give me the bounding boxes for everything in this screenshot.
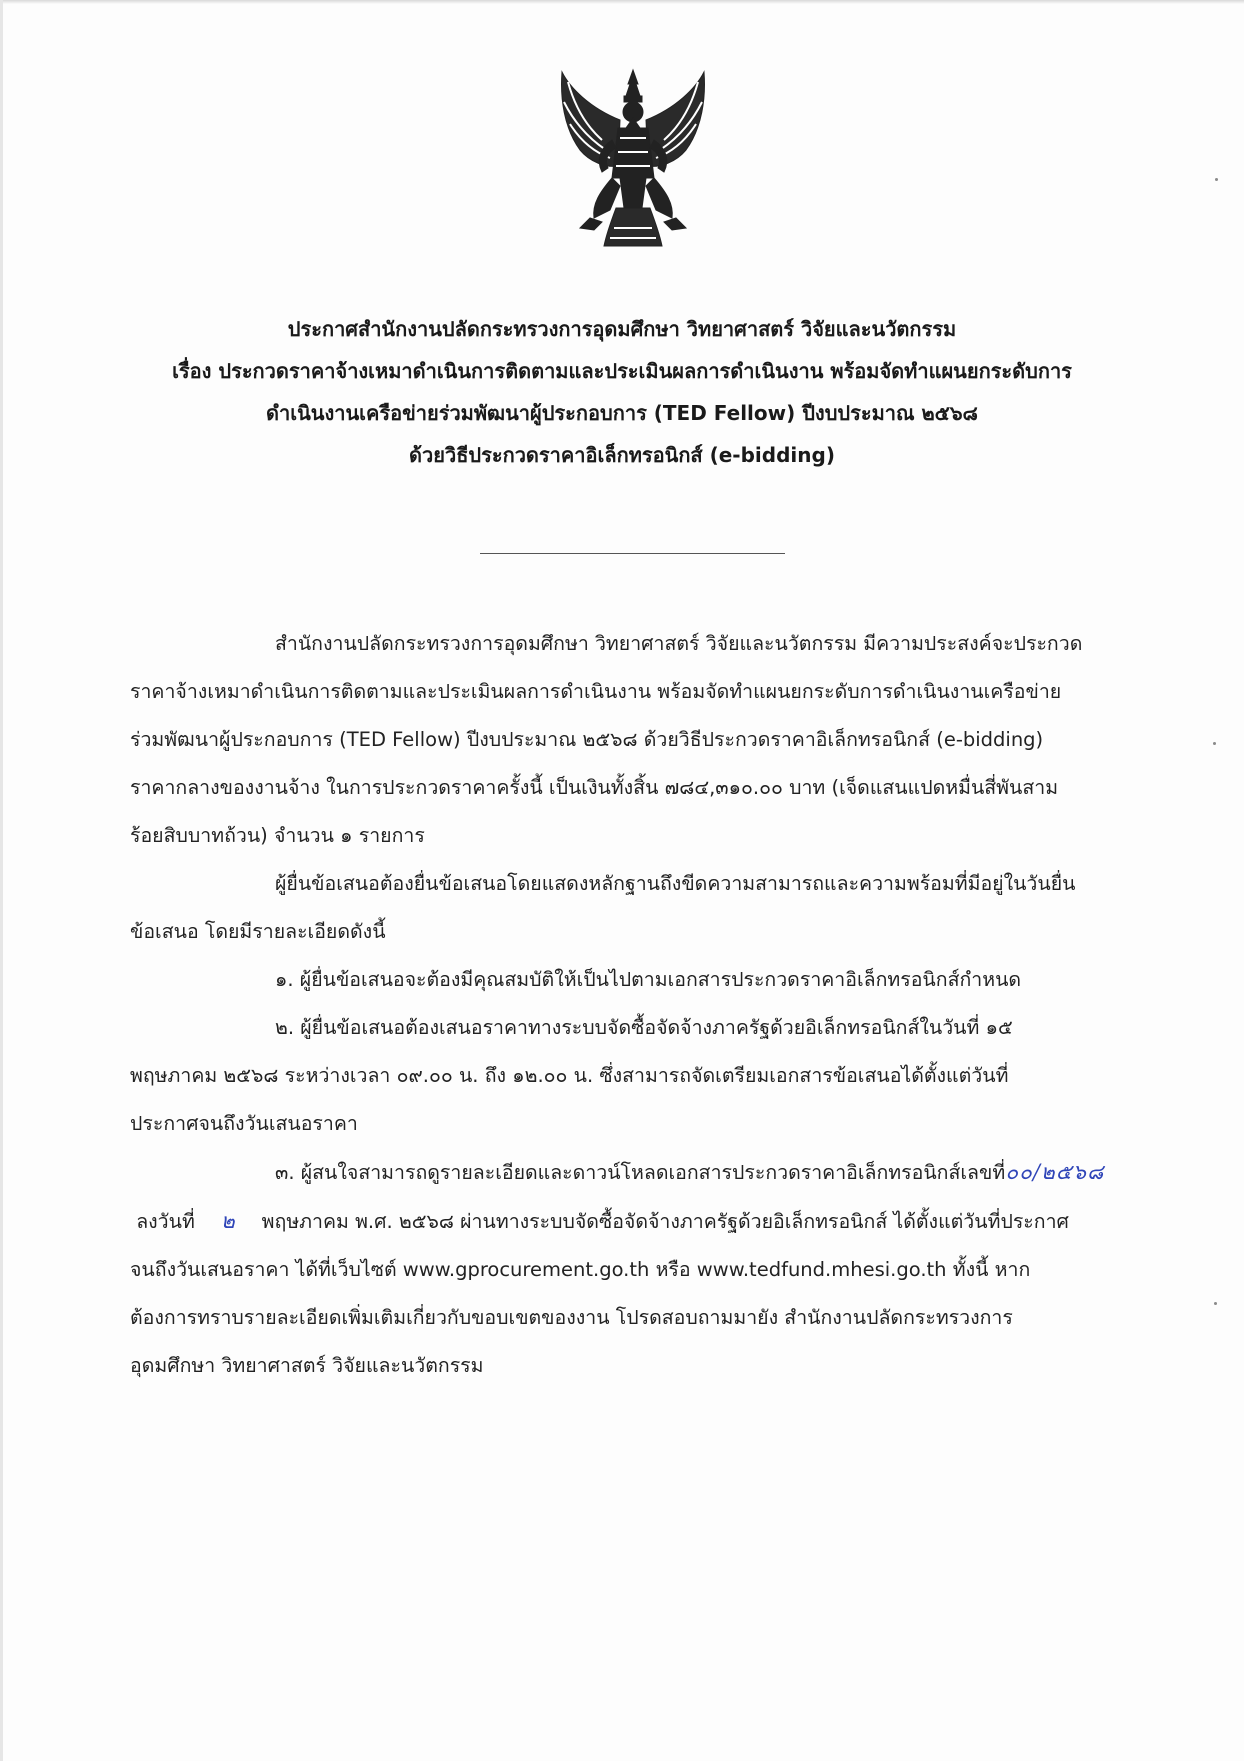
scan-speck: [1214, 1302, 1217, 1305]
paragraph-1-line-2: ราคาจ้างเหมาดำเนินการติดตามและประเมินผลการดำเนินงาน พร้อมจัดทำแผนยกระดับการดำเนินงานเครือข่าย: [130, 680, 1062, 703]
handwritten-document-number: ๐๐/๒๕๖๘: [1005, 1160, 1105, 1184]
item-2-line-3: ประกาศจนถึงวันเสนอราคา: [130, 1112, 358, 1135]
heading-line-3: ดำเนินงานเครือข่ายร่วมพัฒนาผู้ประกอบการ (TED Fellow) ปีงบประมาณ ๒๕๖๘: [266, 401, 978, 425]
scan-speck: [1213, 742, 1216, 745]
scan-speck: [1215, 178, 1218, 181]
garuda-emblem: [550, 68, 716, 248]
heading-divider: [480, 553, 785, 554]
item-1: ๑. ผู้ยื่นข้อเสนอจะต้องมีคุณสมบัติให้เป็นไปตามเอกสารประกวดราคาอิเล็กทรอนิกส์กำหนด: [275, 968, 1022, 991]
item-3-line-2: [130, 1197, 1135, 1246]
paragraph-1-line-4: ราคากลางของงานจ้าง ในการประกวดราคาครั้งนี้ เป็นเงินทั้งสิ้น ๗๘๔,๓๑๐.๐๐ บาท (เจ็ดแสนแปดหมื่นสี่พันสาม: [130, 776, 1059, 799]
heading-line-1: ประกาศสำนักงานปลัดกระทรวงการอุดมศึกษา วิทยาศาสตร์ วิจัยและนวัตกรรม: [287, 317, 957, 341]
item-3-line-3: จนถึงวันเสนอราคา ได้ที่เว็บไซต์ www.gprocurement.go.th หรือ www.tedfund.mhesi.go.th ทั้งนี้ หาก: [130, 1258, 1031, 1281]
handwritten-day: ๒: [220, 1209, 236, 1233]
paragraph-1-line-3: ร่วมพัฒนาผู้ประกอบการ (TED Fellow) ปีงบประมาณ ๒๕๖๘ ด้วยวิธีประกวดราคาอิเล็กทรอนิกส์ (e-bidding): [130, 728, 1044, 751]
item-2-line-2: พฤษภาคม ๒๕๖๘ ระหว่างเวลา ๐๙.๐๐ น. ถึง ๑๒.๐๐ น. ซึ่งสามารถจัดเตรียมเอกสารข้อเสนอได้ตั้งแต่วันที่: [130, 1064, 1009, 1087]
heading-line-2: เรื่อง ประกวดราคาจ้างเหมาดำเนินการติดตามและประเมินผลการดำเนินงาน พร้อมจัดทำแผนยกระดับการ: [172, 359, 1072, 383]
heading-line-4: ด้วยวิธีประกวดราคาอิเล็กทรอนิกส์ (e-bidding): [409, 443, 835, 467]
paragraph-2-line-2: ข้อเสนอ โดยมีรายละเอียดดังนี้: [130, 920, 386, 943]
date-label: ลงวันที่: [136, 1210, 195, 1233]
item-3-line-1: [130, 1148, 1135, 1197]
item-2-line-1: ๒. ผู้ยื่นข้อเสนอต้องเสนอราคาทางระบบจัดซื้อจัดจ้างภาครัฐด้วยอิเล็กทรอนิกส์ในวันที่ ๑๕: [275, 1016, 1013, 1039]
item-3-text: ๓. ผู้สนใจสามารถดูรายละเอียดและดาวน์โหลดเอกสารประกวดราคาอิเล็กทรอนิกส์เลขที่: [275, 1161, 1006, 1184]
date-rest: พฤษภาคม พ.ศ. ๒๕๖๘ ผ่านทางระบบจัดซื้อจัดจ้างภาครัฐด้วยอิเล็กทรอนิกส์ ได้ตั้งแต่วันที่ประกาศ: [261, 1210, 1069, 1233]
paragraph-2-line-1: ผู้ยื่นข้อเสนอต้องยื่นข้อเสนอโดยแสดงหลักฐานถึงขีดความสามารถและความพร้อมที่มีอยู่ในวันยื่น: [275, 872, 1076, 895]
scan-edge-top: [0, 0, 1244, 4]
announcement-heading: [100, 308, 1144, 476]
paragraph-1-line-1: สำนักงานปลัดกระทรวงการอุดมศึกษา วิทยาศาสตร์ วิจัยและนวัตกรรม มีความประสงค์จะประกวด: [275, 632, 1083, 655]
scan-edge-left: [0, 0, 3, 1761]
item-3-line-5: อุดมศึกษา วิทยาศาสตร์ วิจัยและนวัตกรรม: [130, 1354, 484, 1377]
item-3-line-4: ต้องการทราบรายละเอียดเพิ่มเติมเกี่ยวกับขอบเขตของงาน โปรดสอบถามมายัง สำนักงานปลัดกระทรวงการ: [130, 1306, 1013, 1329]
paragraph-1-line-5: ร้อยสิบบาทถ้วน) จำนวน ๑ รายการ: [130, 824, 425, 847]
announcement-body: [130, 620, 1135, 1390]
